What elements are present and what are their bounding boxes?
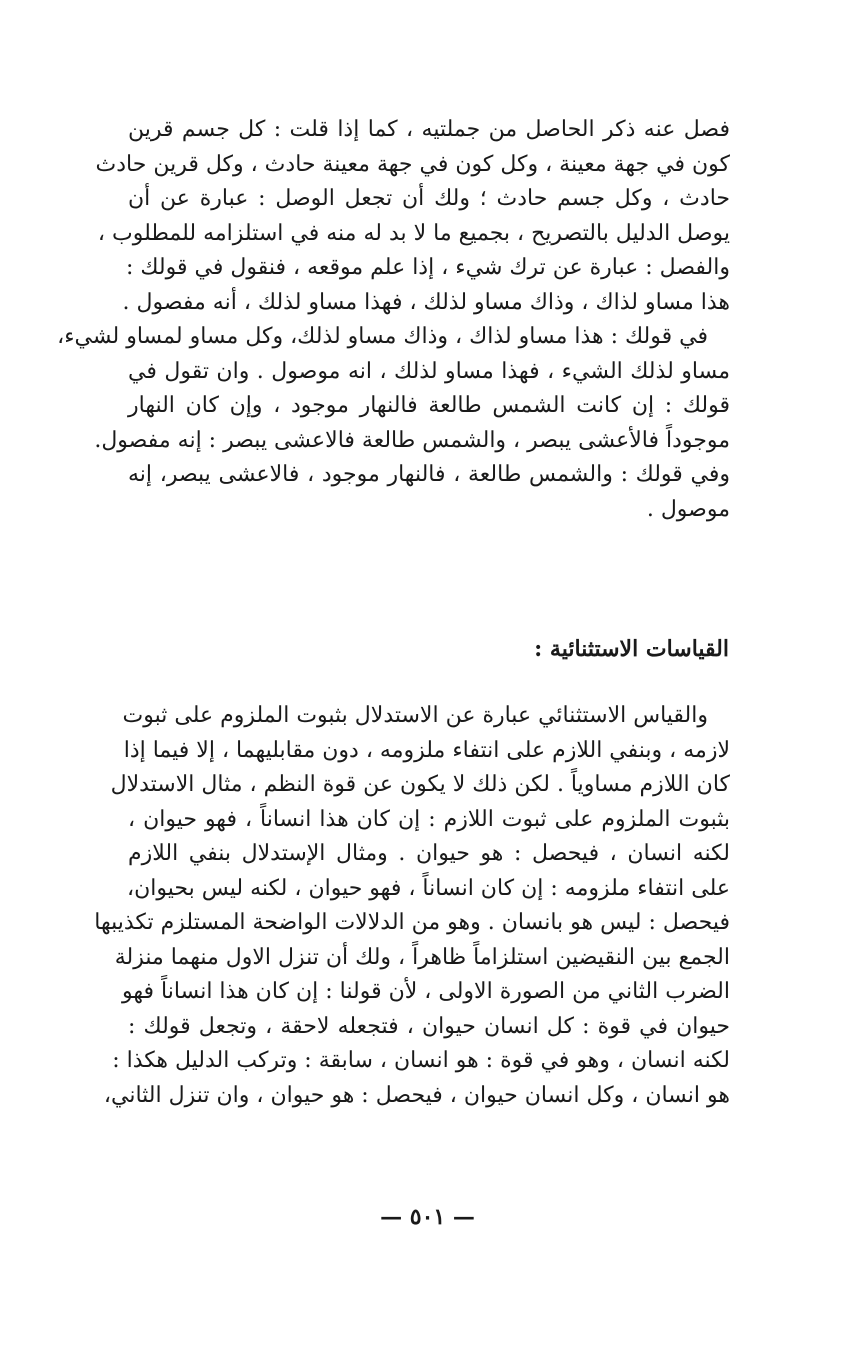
text-line: هو انسان ، وكل انسان حيوان ، فيحصل : هو حيوان ، وان تنزل الثاني، xyxy=(103,1082,730,1108)
text-line: الضرب الثاني من الصورة الاولى ، لأن قولنا : إن كان هذا انساناً فهو xyxy=(122,979,730,1004)
text-line: وفي قولك : والشمس طالعة ، فالنهار موجود ، فالاعشى يبصر، إنه xyxy=(128,462,730,487)
text-line: فيحصل : ليس هو بانسان . وهو من الدلالات الواضحة المستلزم تكذيبها xyxy=(94,910,730,935)
text-line: والقياس الاستثنائي عبارة عن الاستدلال بثبوت الملزوم على ثبوت xyxy=(122,703,708,728)
body-text-bottom xyxy=(94,699,730,1113)
text-line: كان اللازم مساوياً . لكن ذلك لا يكون عن قوة النظم ، مثال الاستدلال xyxy=(110,772,730,797)
page-number: — ٥٠١ — xyxy=(380,1204,475,1230)
text-line: موصول . xyxy=(646,496,730,522)
text-line: في قولك : هذا مساو لذاك ، وذاك مساو لذلك، وكل مساو لمساو لشيء، xyxy=(57,324,708,349)
text-line: الجمع بين النقيضين استلزاماً ظاهراً ، ولك أن تنزل الاول منهما منزلة xyxy=(114,944,730,970)
text-line: فصل عنه ذكر الحاصل من جملتيه ، كما إذا قلت : كل جسم قرين xyxy=(128,117,730,142)
text-line: حادث ، وكل جسم حادث ؛ ولك أن تجعل الوصل : عبارة عن أن xyxy=(128,186,730,211)
section-heading: القياسات الاستثنائية : xyxy=(534,636,729,662)
text-line: قولك : إن كانت الشمس طالعة فالنهار موجود ، وإن كان النهار xyxy=(128,393,730,418)
text-line: حيوان في قوة : كل انسان حيوان ، فتجعله لاحقة ، وتجعل قولك : xyxy=(128,1013,730,1039)
text-line: على انتفاء ملزومه : إن كان انساناً ، فهو حيوان ، لكنه ليس بحيوان، xyxy=(127,875,730,901)
text-line: بثبوت الملزوم على ثبوت اللازم : إن كان هذا انساناً ، فهو حيوان ، xyxy=(128,806,730,832)
text-line: كون في جهة معينة ، وكل كون في جهة معينة حادث ، وكل قرين حادث xyxy=(95,151,730,177)
text-line: لازمه ، وبنفي اللازم على انتفاء ملزومه ، دون مقابليهما ، إلا فيما إذا xyxy=(123,737,730,763)
text-line: لكنه انسان ، فيحصل : هو حيوان . ومثال الإستدلال بنفي اللازم xyxy=(128,841,730,866)
text-line: موجوداً فالأعشى يبصر ، والشمس طالعة فالاعشى يبصر : إنه مفصول. xyxy=(94,427,730,453)
text-line: والفصل : عبارة عن ترك شيء ، إذا علم موقعه ، فنقول في قولك : xyxy=(125,255,730,280)
text-line: لكنه انسان ، وهو في قوة : هو انسان ، سابقة : وتركب الدليل هكذا : xyxy=(112,1048,730,1073)
text-line: يوصل الدليل بالتصريح ، بجميع ما لا بد له منه في استلزامه للمطلوب ، xyxy=(97,220,730,246)
text-line: هذا مساو لذاك ، وذاك مساو لذلك ، فهذا مساو لذلك ، أنه مفصول . xyxy=(122,289,730,315)
text-line: مساو لذلك الشيء ، فهذا مساو لذلك ، انه موصول . وان تقول في xyxy=(128,358,730,384)
body-text-top xyxy=(57,113,730,527)
